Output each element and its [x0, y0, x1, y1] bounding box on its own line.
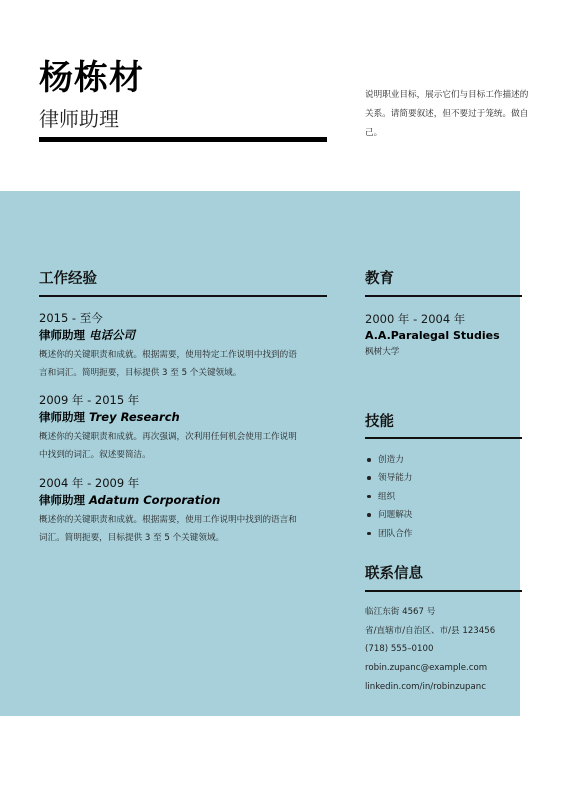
- job-role: [39, 409, 304, 426]
- contact-email[interactable]: robin.zupanc@example.com: [365, 663, 488, 674]
- skill-item: 领导能力: [365, 469, 522, 487]
- contact-linkedin[interactable]: linkedin.com/in/robinzupanc: [365, 681, 486, 692]
- job-role-title: 律师助理: [39, 410, 85, 424]
- contact-heading: 联系信息: [365, 566, 423, 582]
- skill-item: 组织: [365, 488, 522, 506]
- candidate-name: 杨栋材: [39, 58, 144, 98]
- header-divider: [39, 137, 327, 142]
- contact-address: 临江东街 4567 号: [365, 607, 436, 617]
- job-entry: [39, 392, 304, 464]
- job-description: 概述你的关键职责和成就。再次强调，次利用任何机会使用工作说明中找到的词汇。叙述要简洁。: [39, 432, 297, 460]
- contact-city: 省/直辖市/自治区、市/县 123456: [365, 625, 496, 636]
- education-heading: 教育: [365, 271, 394, 287]
- job-role-title: 律师助理: [39, 328, 85, 342]
- job-dates: 2004 年 - 2009 年: [39, 476, 140, 490]
- experience-heading: 工作经验: [39, 271, 97, 287]
- job-company: Adatum Corporation: [89, 493, 221, 507]
- candidate-title: 律师助理: [39, 107, 119, 131]
- education-dates: 2000 年 - 2004 年: [365, 312, 466, 326]
- job-entry: [39, 475, 304, 547]
- skills-list: [365, 451, 522, 543]
- skills-divider: [365, 437, 522, 439]
- education-divider: [365, 295, 522, 297]
- job-description: 概述你的关键职责和成就。根据需要，使用工作说明中找到的语言和词汇。简明扼要，目标提供 3 至 5 个关键领域。: [39, 515, 297, 543]
- contact-list: [365, 603, 522, 697]
- job-dates: 2015 - 至今: [39, 311, 103, 325]
- job-entry: [39, 310, 304, 382]
- job-company: 电话公司: [89, 328, 136, 342]
- job-role-title: 律师助理: [39, 493, 85, 507]
- job-company: Trey Research: [89, 410, 180, 424]
- job-role: [39, 327, 304, 344]
- experience-divider: [39, 295, 327, 297]
- skill-item: 问题解决: [365, 506, 522, 524]
- job-role: [39, 492, 304, 509]
- education-degree: A.A.Paralegal Studies: [365, 329, 500, 342]
- education-school: 枫树大学: [365, 347, 400, 357]
- job-dates: 2009 年 - 2015 年: [39, 393, 140, 407]
- job-description: 概述你的关键职责和成就。根据需要，使用特定工作说明中找到的语言和词汇。简明扼要，目标提供 3 至 5 个关键领域。: [39, 350, 297, 378]
- skill-item: 创造力: [365, 451, 522, 469]
- skills-heading: 技能: [365, 414, 394, 430]
- skill-item: 团队合作: [365, 525, 522, 543]
- contact-phone: (718) 555–0100: [365, 644, 434, 655]
- objective-text: 说明职业目标，展示它们与目标工作描述的关系。请简要叙述，但不要过于笼统。做自己。: [365, 90, 529, 138]
- contact-divider: [365, 590, 522, 592]
